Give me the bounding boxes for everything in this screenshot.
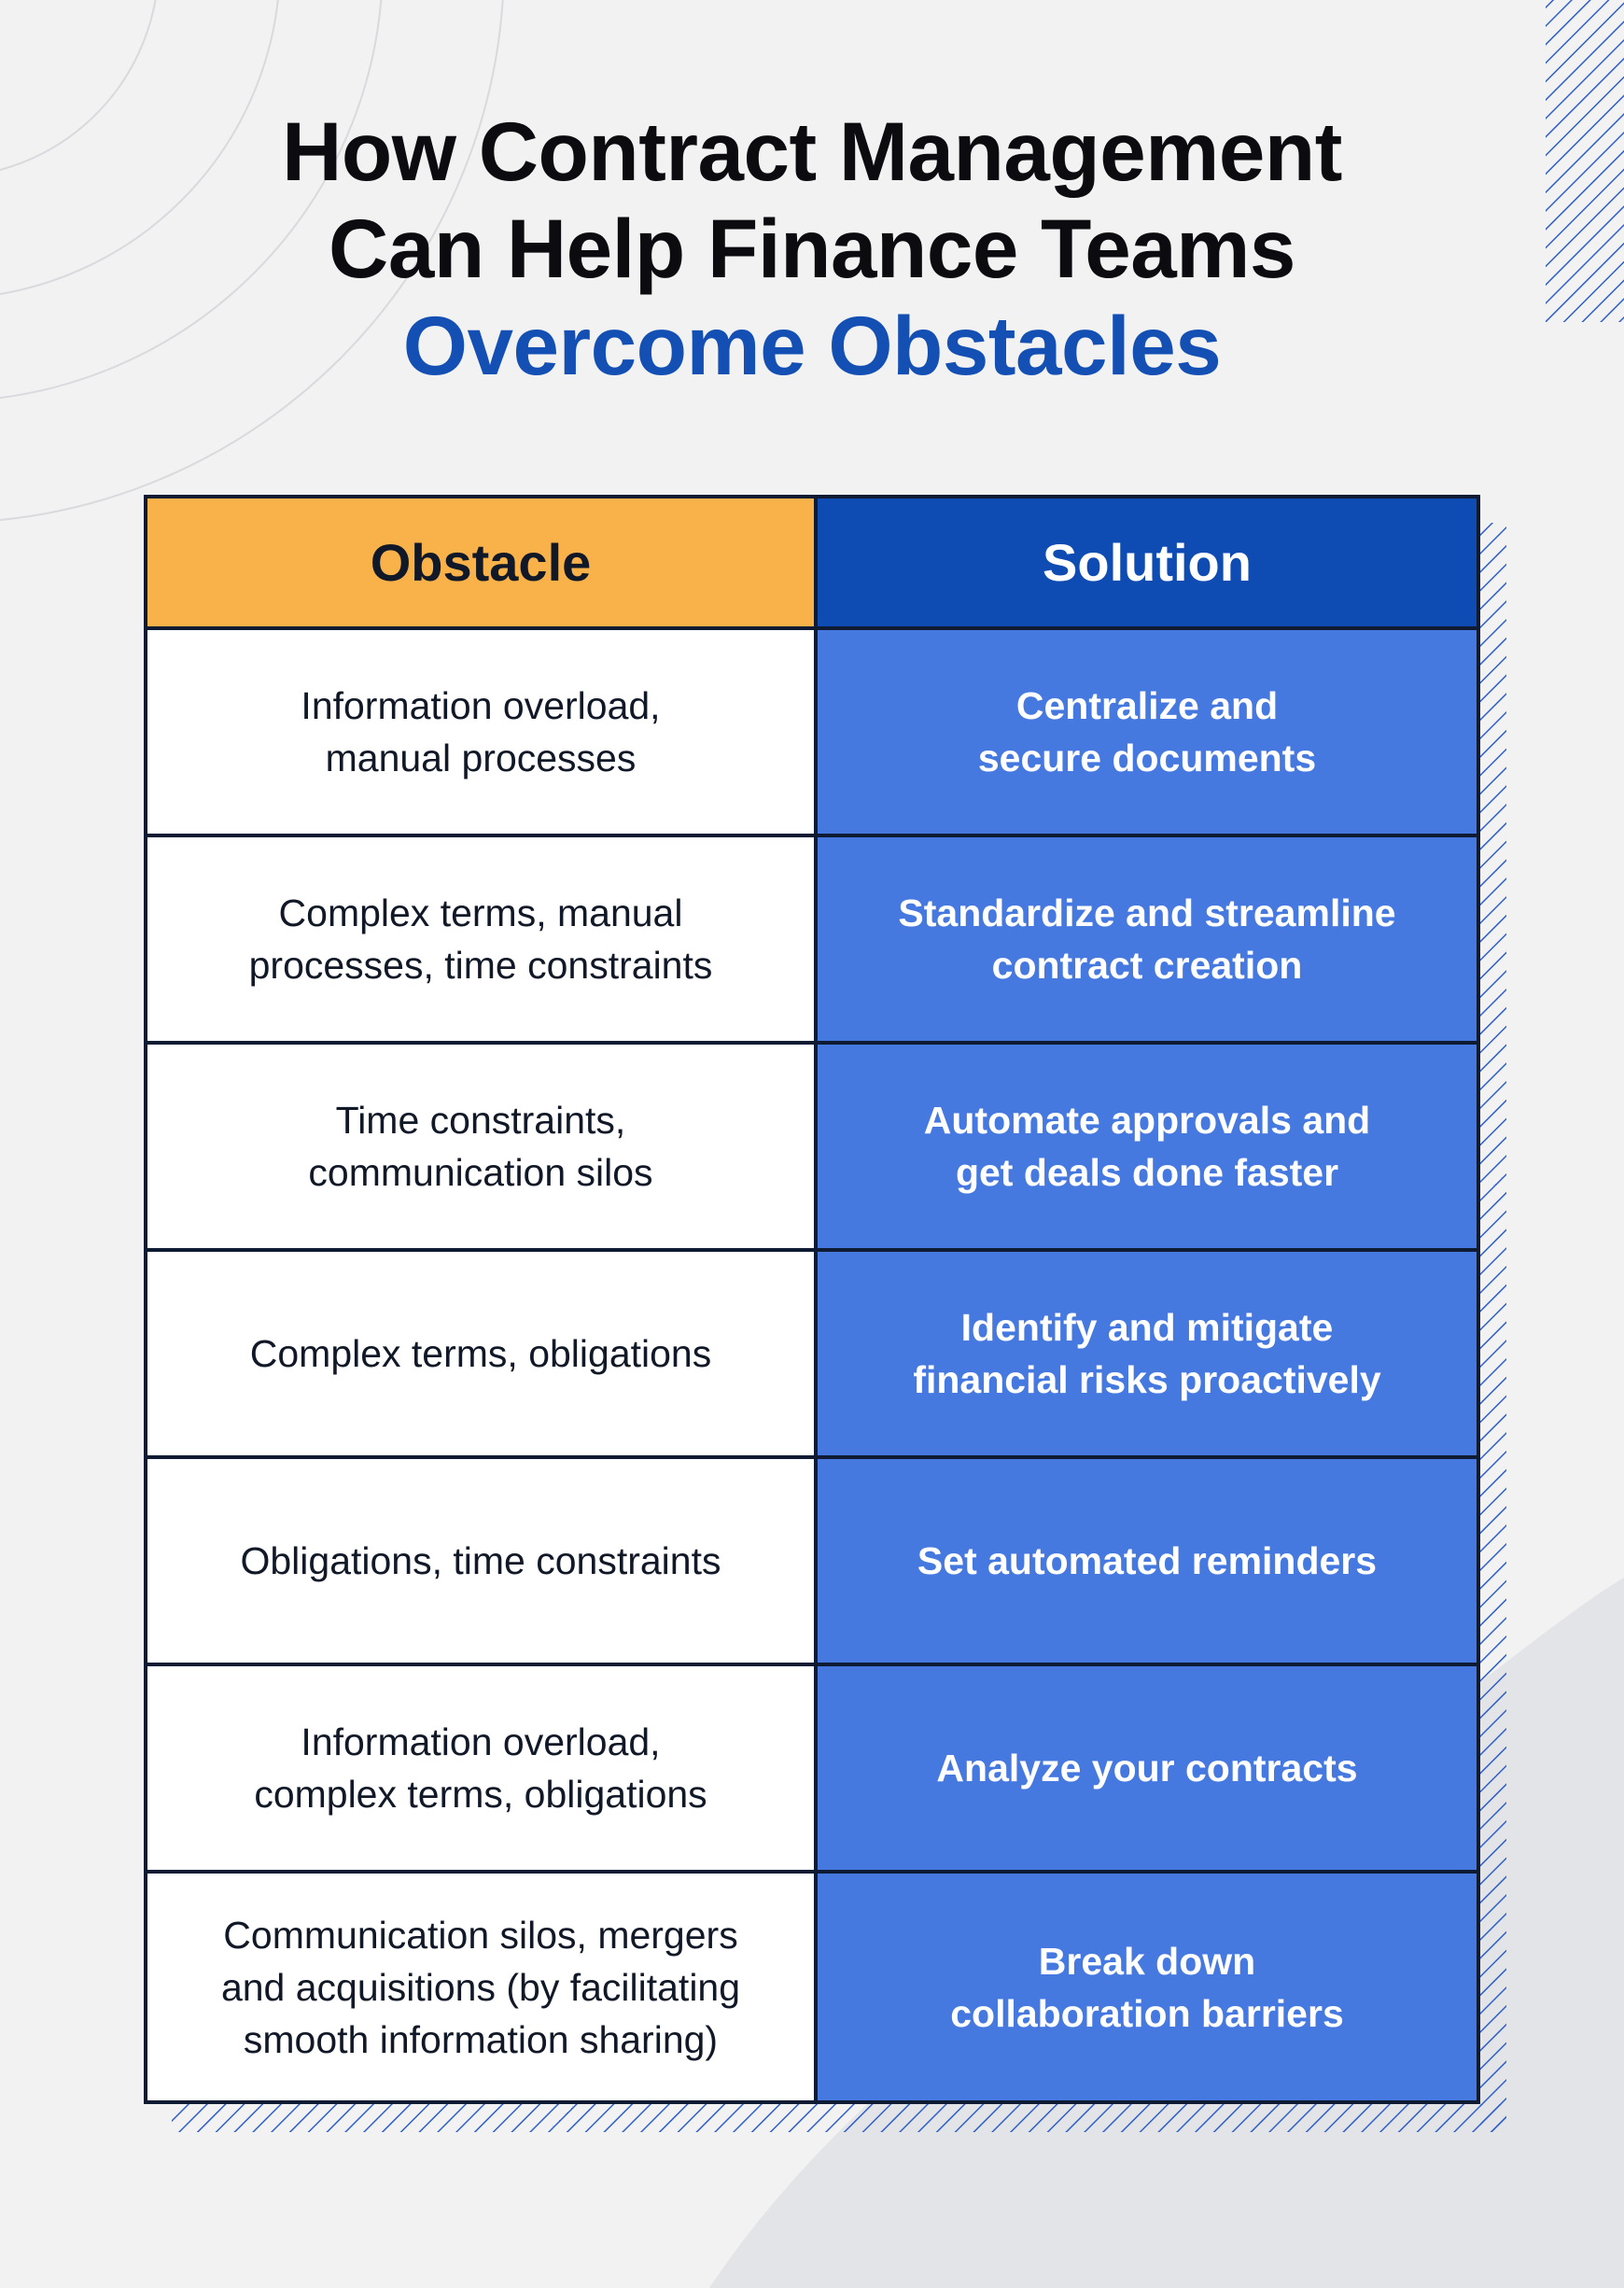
solution-cell <box>818 837 1477 1041</box>
obstacle-text: Information overload, complex terms, obligations <box>254 1720 707 1816</box>
obstacle-cell <box>147 1252 814 1455</box>
solution-cell <box>818 1459 1477 1663</box>
obstacle-text: Complex terms, obligations <box>249 1332 712 1375</box>
solution-text: Set automated reminders <box>917 1539 1378 1582</box>
obstacle-cell <box>147 1459 814 1663</box>
obstacle-text: Communication silos, mergers and acquisitions (by facilitating smooth information sharing) <box>220 1913 741 2061</box>
solution-text: Automate approvals and get deals done faster <box>923 1099 1371 1194</box>
hatch-table-shadow-right <box>1480 523 1506 2132</box>
solution-text: Centralize and secure documents <box>977 684 1317 779</box>
solution-header-label: Solution <box>1043 533 1252 592</box>
title-line-3-accent: Overcome Obstacles <box>402 299 1222 392</box>
obstacle-header-label: Obstacle <box>370 533 592 592</box>
obstacle-cell <box>147 1045 814 1248</box>
hatch-table-shadow-bottom <box>172 2104 1506 2132</box>
obstacle-cell <box>147 1666 814 1870</box>
solution-cell <box>818 1874 1477 2100</box>
solution-cell <box>818 630 1477 834</box>
title-line-1: How Contract Management <box>282 105 1342 198</box>
obstacle-cell <box>147 837 814 1041</box>
solution-cell <box>818 1252 1477 1455</box>
solution-cell <box>818 1666 1477 1870</box>
page-title <box>0 103 1624 394</box>
solution-text: Standardize and streamline contract creation <box>898 891 1396 987</box>
solution-cell <box>818 1045 1477 1248</box>
solution-text: Identify and mitigate financial risks proactively <box>913 1306 1381 1401</box>
title-line-2: Can Help Finance Teams <box>329 202 1295 295</box>
obstacle-text: Complex terms, manual processes, time constraints <box>248 891 713 987</box>
obstacle-text: Information overload, manual processes <box>301 684 661 779</box>
obstacle-text: Time constraints, communication silos <box>308 1099 653 1194</box>
obstacle-header <box>147 498 814 626</box>
obstacle-cell <box>147 1874 814 2100</box>
obstacle-solution-table <box>144 495 1480 2104</box>
solution-header <box>818 498 1477 626</box>
solution-text: Analyze your contracts <box>936 1747 1358 1790</box>
obstacle-cell <box>147 630 814 834</box>
solution-text: Break down collaboration barriers <box>950 1939 1344 2035</box>
obstacle-text: Obligations, time constraints <box>240 1539 721 1582</box>
